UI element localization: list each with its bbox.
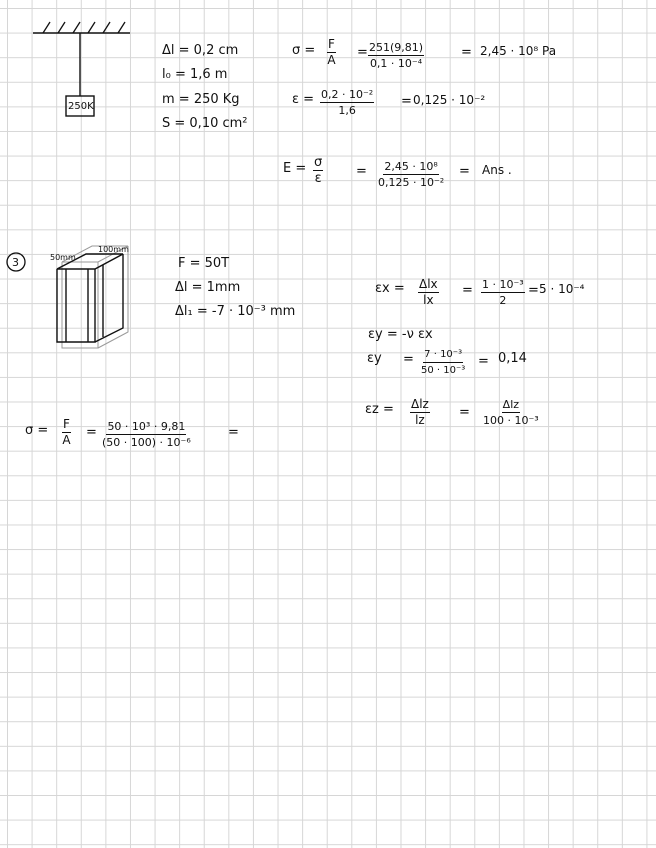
mass-label: 250K	[68, 101, 94, 112]
ez-values-fraction	[483, 398, 539, 427]
ey-eq: =	[403, 352, 414, 367]
strain-num: 0,2 · 10⁻²	[321, 88, 374, 101]
ex-den: lx	[423, 293, 434, 307]
ex-num: Δlx	[419, 277, 438, 291]
stress3-lhs: σ =	[25, 423, 49, 438]
modulus-lhs: E =	[283, 161, 307, 176]
given-area: S = 0,10 cm²	[162, 116, 248, 131]
stress-lhs: σ =	[292, 43, 316, 58]
stress3-eq: =	[86, 425, 97, 440]
ez-values-den: 100 · 10⁻³	[483, 414, 539, 427]
modulus-num: σ	[314, 155, 323, 170]
ey-lhs: εy	[367, 351, 382, 366]
stress3-values-num: 50 · 10³ · 9,81	[107, 420, 186, 433]
ey-relation: εy = -ν εx	[368, 327, 433, 342]
stress3-fraction	[62, 418, 71, 447]
ex-values-fraction	[481, 278, 525, 307]
block-dim-front: 50mm	[50, 253, 76, 262]
ex-eq: =	[462, 283, 473, 298]
ey-fraction	[421, 348, 465, 377]
problem-number: 3	[12, 256, 19, 269]
given-delta-l: Δl = 0,2 cm	[162, 43, 239, 58]
ey-result: 0,14	[498, 351, 527, 366]
stress3-num: F	[63, 417, 70, 431]
stress3-values-den: (50 · 100) · 10⁻⁶	[102, 436, 191, 449]
ex-eq2: =	[528, 283, 539, 298]
ex-values-num: 1 · 10⁻³	[482, 278, 524, 291]
modulus-result: Ans .	[482, 163, 512, 177]
given-force: F = 50T	[178, 256, 230, 271]
stress3-den: A	[62, 433, 71, 447]
ey-eq2: =	[478, 354, 489, 369]
stress3-eq2: =	[228, 425, 239, 440]
stress-values-num: 251(9,81)	[369, 41, 424, 54]
ez-eq: =	[459, 405, 470, 420]
given-delta-l1: Δl₁ = -7 · 10⁻³ mm	[175, 304, 296, 319]
modulus-den: ε	[314, 171, 322, 186]
ez-lhs: εz =	[365, 402, 394, 417]
stress-values-den: 0,1 · 10⁻⁴	[369, 57, 423, 70]
strain-result: 0,125 · 10⁻²	[413, 93, 486, 107]
stress-eq2: =	[461, 45, 472, 60]
ex-lhs: εx =	[375, 281, 405, 296]
strain-eq: =	[401, 94, 412, 109]
ey-num: 7 · 10⁻³	[423, 348, 463, 363]
block-dim-top: 100mm	[98, 245, 129, 254]
modulus-values-num: 2,45 · 10⁸	[384, 160, 438, 173]
modulus-values-den: 0,125 · 10⁻²	[378, 176, 445, 189]
strain-lhs: ε =	[292, 92, 315, 107]
ez-num: Δlz	[411, 397, 429, 411]
strain-den: 1,6	[338, 104, 356, 117]
ex-values-den: 2	[499, 294, 507, 307]
ex-result: 5 · 10⁻⁴	[539, 282, 585, 296]
stress-result: 2,45 · 10⁸ Pa	[480, 44, 557, 58]
given-delta-l-3: Δl = 1mm	[175, 280, 241, 295]
ez-den: lz	[415, 413, 425, 427]
ez-fraction	[410, 398, 430, 427]
ey-den: 50 · 10⁻³	[421, 365, 466, 376]
ex-fraction	[418, 278, 439, 307]
stress-num: F	[328, 37, 335, 51]
given-mass: m = 250 Kg	[162, 92, 240, 107]
modulus-eq2: =	[459, 164, 470, 179]
given-l0: l₀ = 1,6 m	[162, 67, 228, 82]
stress-eq: =	[357, 45, 368, 60]
modulus-eq: =	[356, 164, 367, 179]
ez-values-num: Δlz	[502, 398, 520, 411]
stress-den: A	[327, 53, 336, 67]
stress3-values-fraction	[102, 420, 191, 449]
